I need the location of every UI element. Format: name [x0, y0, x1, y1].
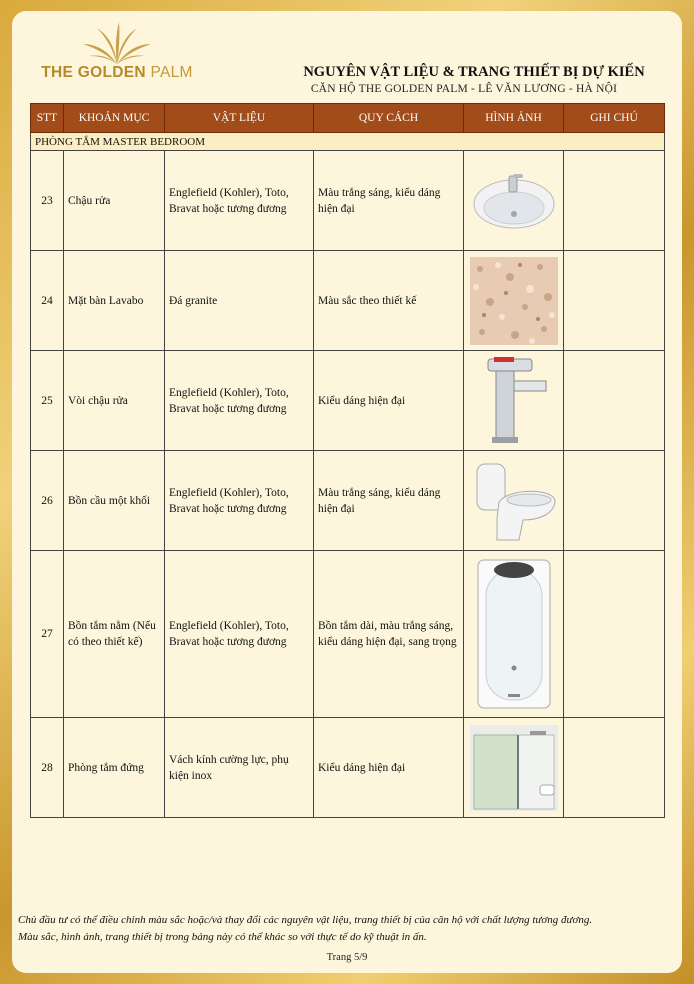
- logo-text-thin: PALM: [150, 64, 193, 81]
- table-row: [31, 451, 665, 551]
- cell-material: Englefield (Kohler), Toto, Bravat hoặc tương đương: [165, 451, 314, 551]
- cell-note: [564, 451, 665, 551]
- cell-note: [564, 718, 665, 818]
- cell-spec: Màu sắc theo thiết kế: [314, 251, 464, 351]
- sink-icon: [471, 168, 557, 234]
- cell-spec: Bồn tắm dài, màu trắng sáng, kiểu dáng hiện đại, sang trọng: [314, 551, 464, 718]
- cell-spec: Kiểu dáng hiện đại: [314, 718, 464, 818]
- cell-item: Bồn tắm nằm (Nếu có theo thiết kế): [64, 551, 165, 718]
- document-title: NGUYÊN VẬT LIỆU & TRANG THIẾT BỊ DỰ KIẾN: [303, 64, 645, 80]
- table-row: [31, 251, 665, 351]
- cell-note: [564, 351, 665, 451]
- cell-item: Phòng tắm đứng: [64, 718, 165, 818]
- cell-material: Englefield (Kohler), Toto, Bravat hoặc tương đương: [165, 151, 314, 251]
- cell-image: [464, 718, 564, 818]
- col-header-note: GHI CHÚ: [564, 104, 665, 133]
- cell-item: Vòi chậu rửa: [64, 351, 165, 451]
- cell-image: [464, 351, 564, 451]
- cell-spec: Màu trắng sáng, kiểu dáng hiện đại: [314, 451, 464, 551]
- cell-item: Chậu rửa: [64, 151, 165, 251]
- logo: [27, 20, 207, 92]
- cell-stt: 27: [31, 551, 64, 718]
- palm-leaf-icon: [27, 20, 207, 66]
- cell-image: [464, 251, 564, 351]
- table-row: [31, 151, 665, 251]
- col-header-spec: QUY CÁCH: [314, 104, 464, 133]
- cell-stt: 24: [31, 251, 64, 351]
- cell-stt: 26: [31, 451, 64, 551]
- granite-icon: [470, 257, 558, 345]
- cell-stt: 25: [31, 351, 64, 451]
- cell-item: Mặt bàn Lavabo: [64, 251, 165, 351]
- disclaimer: [18, 912, 678, 946]
- cell-material: Englefield (Kohler), Toto, Bravat hoặc tương đương: [165, 551, 314, 718]
- cell-image: [464, 151, 564, 251]
- cell-material: Vách kính cường lực, phụ kiện inox: [165, 718, 314, 818]
- col-header-image: HÌNH ẢNH: [464, 104, 564, 133]
- section-row: [31, 133, 665, 151]
- table-row: [31, 551, 665, 718]
- cell-stt: 28: [31, 718, 64, 818]
- table-row: [31, 718, 665, 818]
- faucet-icon: [474, 355, 554, 447]
- cell-item: Bồn cầu một khối: [64, 451, 165, 551]
- page-number: Trang 5/9: [326, 952, 368, 963]
- cell-note: [564, 551, 665, 718]
- section-title: PHÒNG TẮM MASTER BEDROOM: [31, 133, 665, 151]
- cell-note: [564, 251, 665, 351]
- cell-note: [564, 151, 665, 251]
- cell-material: Englefield (Kohler), Toto, Bravat hoặc tương đương: [165, 351, 314, 451]
- table-header-row: [31, 104, 665, 133]
- document-subtitle: CĂN HỘ THE GOLDEN PALM - LÊ VĂN LƯƠNG - HÀ NỘI: [310, 83, 618, 95]
- col-header-material: VẬT LIỆU: [165, 104, 314, 133]
- cell-spec: Màu trắng sáng, kiểu dáng hiện đại: [314, 151, 464, 251]
- col-header-item: KHOẢN MỤC: [64, 104, 165, 133]
- disclaimer-line-2: Màu sắc, hình ảnh, trang thiết bị trong bảng này có thể khác so với thực tế do kỹ thuật in ấn.: [18, 931, 427, 943]
- cell-spec: Kiểu dáng hiện đại: [314, 351, 464, 451]
- logo-text: [27, 64, 207, 82]
- materials-table: [30, 103, 665, 818]
- cell-image: [464, 451, 564, 551]
- disclaimer-line-1: Chủ đầu tư có thể điều chỉnh màu sắc hoặc/và thay đổi các nguyên vật liệu, trang thiết bị của căn hộ với chất lượng tương đương.: [18, 914, 593, 926]
- toilet-icon: [469, 458, 559, 544]
- bathtub-icon: [474, 556, 554, 712]
- cell-stt: 23: [31, 151, 64, 251]
- logo-text-bold: THE GOLDEN: [41, 64, 146, 81]
- col-header-stt: STT: [31, 104, 64, 133]
- cell-material: Đá granite: [165, 251, 314, 351]
- table-row: [31, 351, 665, 451]
- shower-icon: [470, 725, 558, 811]
- cell-image: [464, 551, 564, 718]
